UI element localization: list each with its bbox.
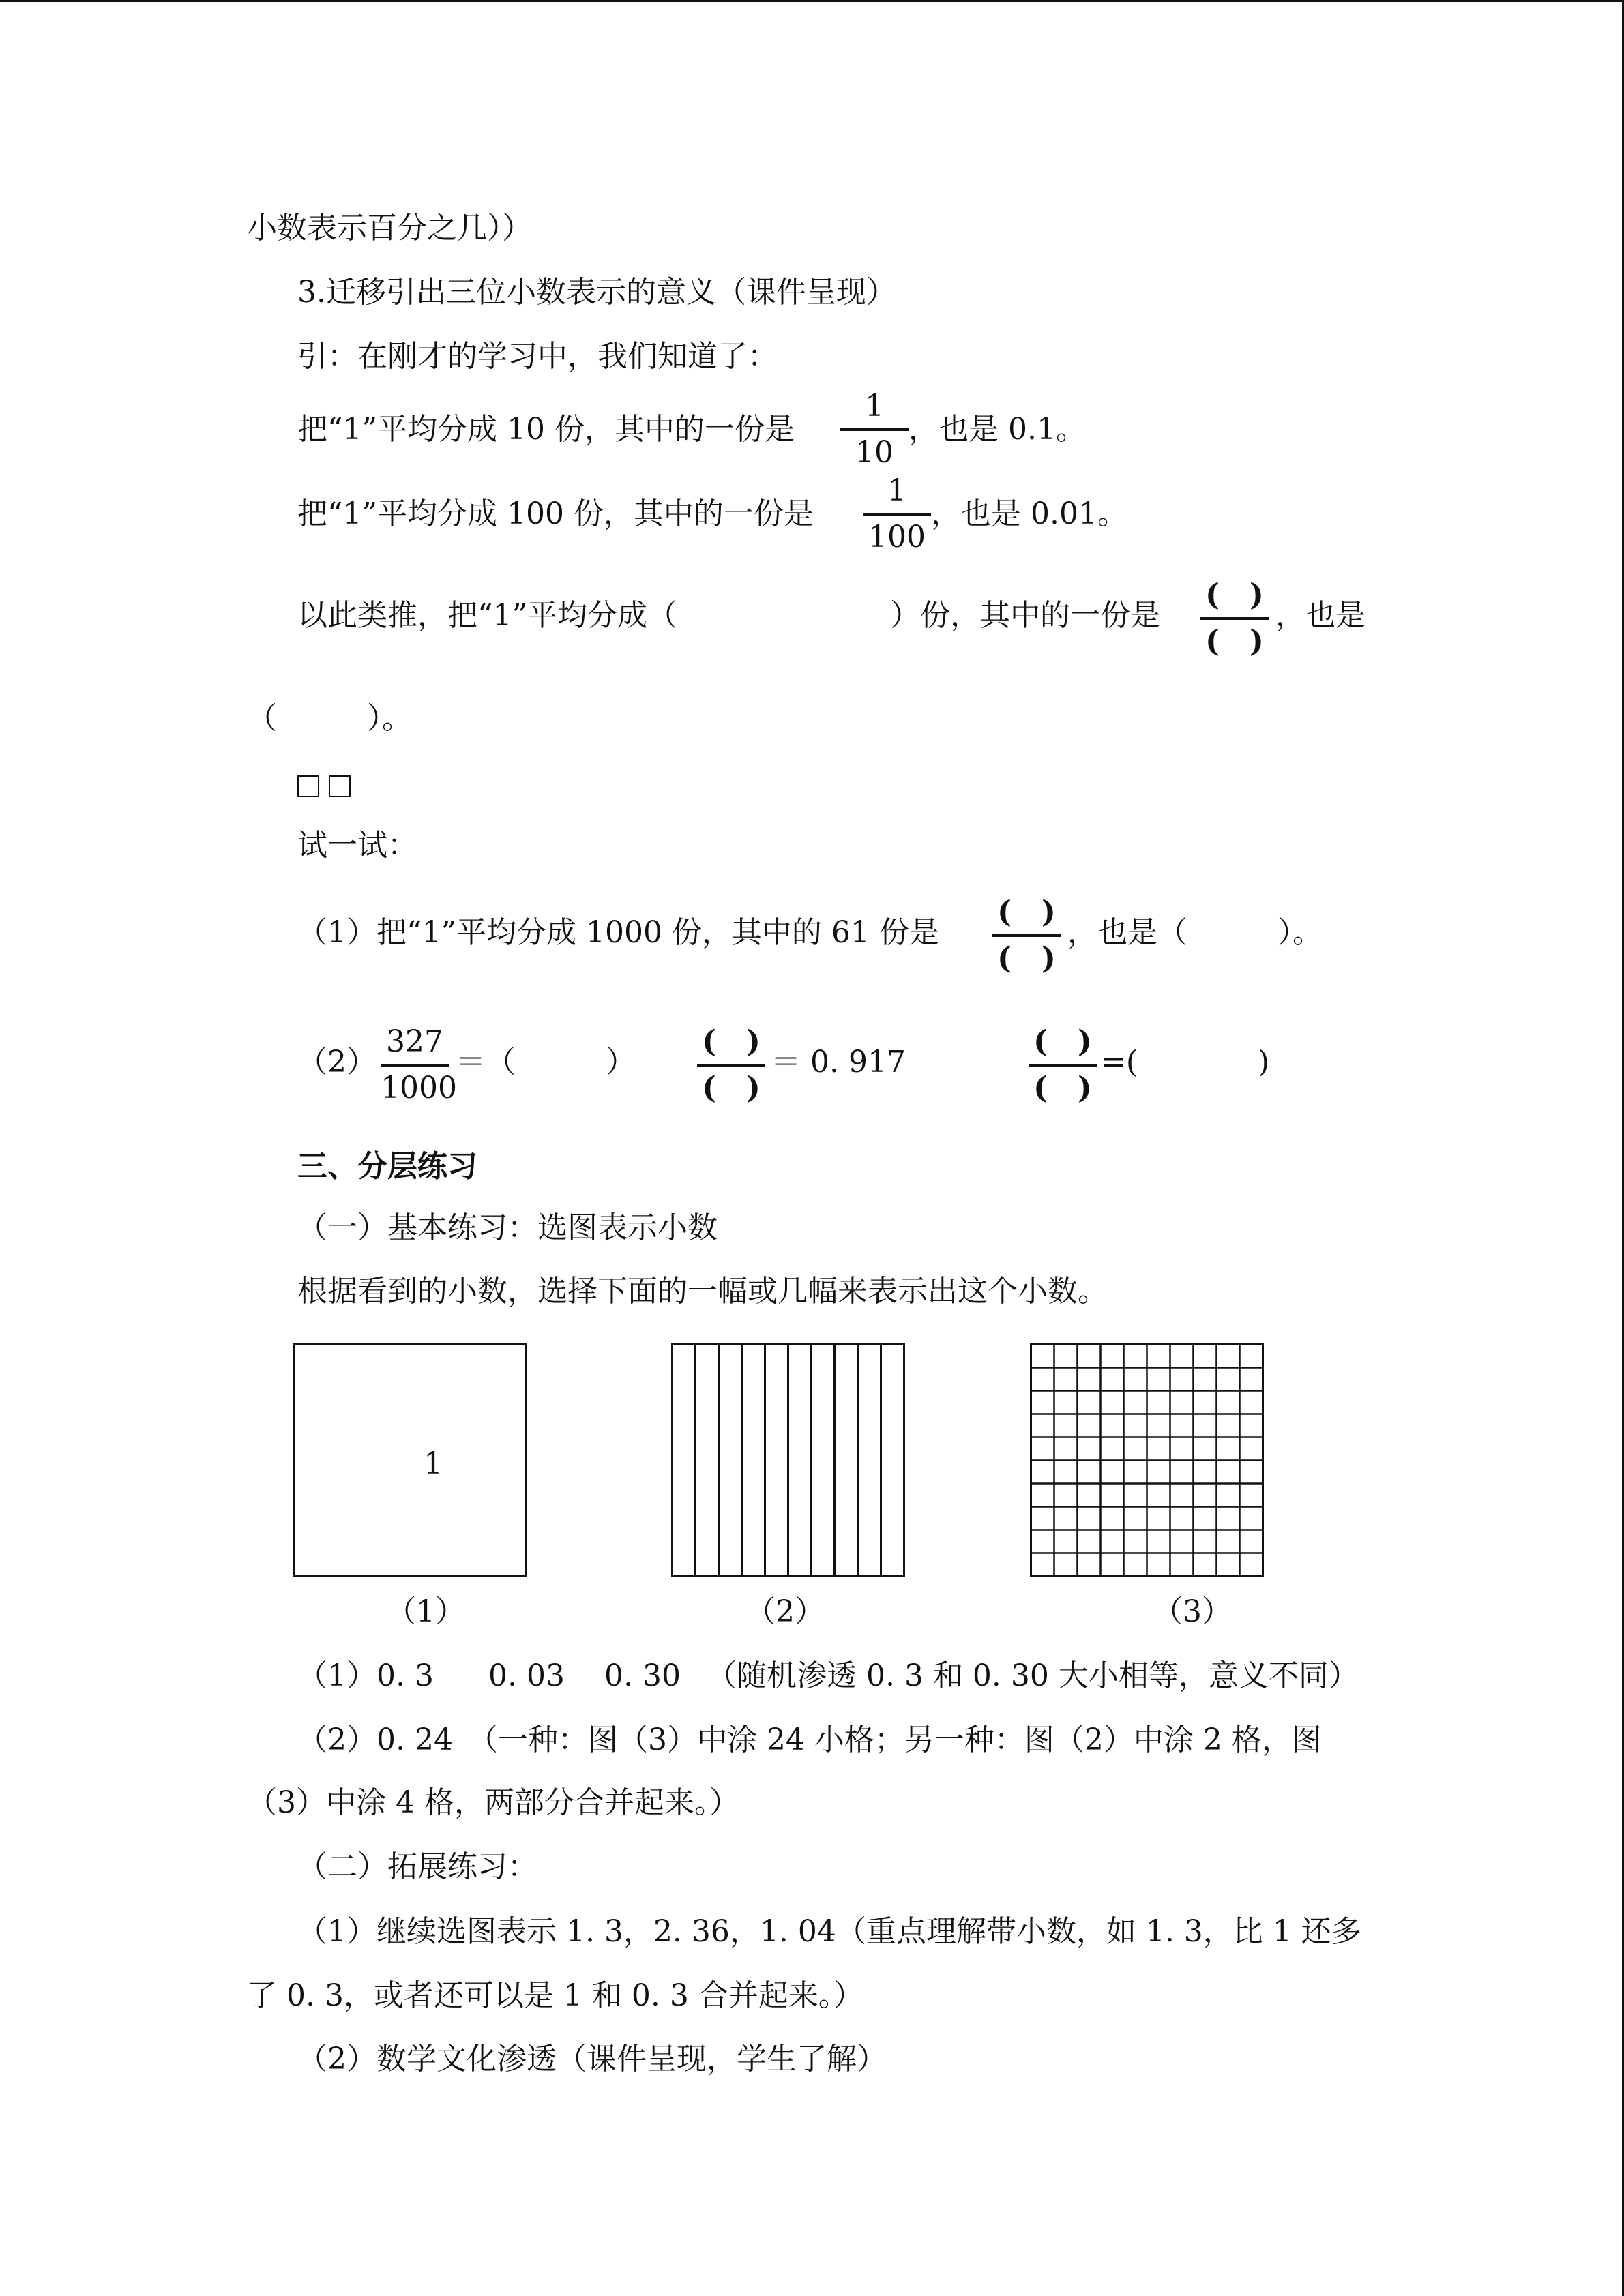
text-line: 0. 03	[488, 1658, 565, 1693]
empty-square-icon	[297, 775, 319, 797]
text-line: 把“1”平均分成 100 份，其中的一份是	[297, 496, 814, 531]
fraction-bar	[863, 513, 931, 516]
fraction-numerator: 1	[887, 473, 906, 508]
text-line: 引：在刚才的学习中，我们知道了：	[297, 339, 778, 374]
text-line: ）份，其中的一份是	[890, 598, 1160, 633]
fraction-denominator-blank: ( )	[1033, 1071, 1092, 1105]
text-line: （随机渗透 0. 3 和 0. 30 大小相等，意义不同）	[707, 1658, 1359, 1693]
text-line: （1）把“1”平均分成 1000 份，其中的 61 份是	[297, 915, 939, 950]
blank-fraction	[992, 895, 1061, 976]
section-heading: 三、分层练习	[297, 1149, 477, 1184]
text-line: 把“1”平均分成 10 份，其中的一份是	[297, 412, 795, 447]
fraction-denominator: 1000	[381, 1071, 457, 1105]
text-line: （1）继续选图表示 1. 3，2. 36，1. 04（重点理解带小数，如 1. 3，比 1 还多	[297, 1914, 1361, 1949]
fraction-numerator-blank: ( )	[1033, 1024, 1092, 1059]
figure-3-hundredths-grid	[1030, 1343, 1264, 1577]
text-line: 了 0. 3，或者还可以是 1 和 0. 3 合并起来。）	[247, 1978, 863, 2013]
fraction-bar	[697, 1064, 765, 1067]
fraction-numerator: 1	[865, 389, 884, 423]
fraction-denominator: 10	[855, 435, 894, 470]
fraction-numerator-blank: ( )	[1205, 578, 1264, 612]
fraction-1-100	[863, 473, 931, 555]
subsection-heading: （二）拓展练习：	[297, 1849, 537, 1884]
placeholder-squares	[297, 765, 360, 803]
fraction-bar	[1029, 1064, 1097, 1067]
figure-2-caption: （2）	[745, 1594, 825, 1629]
fraction-denominator-blank: ( )	[997, 941, 1056, 976]
empty-square-icon	[329, 775, 351, 797]
figure-1-caption: （1）	[386, 1594, 465, 1629]
text-line: =( )	[1101, 1045, 1270, 1079]
text-line: 根据看到的小数，选择下面的一幅或几幅来表示出这个小数。	[297, 1274, 1108, 1309]
fraction-numerator: 327	[386, 1024, 443, 1059]
fraction-327-1000	[381, 1024, 457, 1106]
text-line: ，也是 0.1。	[909, 412, 1086, 447]
blank-fraction	[697, 1024, 765, 1106]
blank-fraction	[1029, 1024, 1097, 1106]
figure-3-caption: （3）	[1153, 1594, 1232, 1629]
text-line: （ ）。	[247, 701, 412, 736]
text-line: （1）0. 3	[297, 1658, 434, 1693]
section-heading-3: 3.迁移引出三位小数表示的意义（课件呈现）	[297, 275, 896, 310]
text-line: 试一试：	[297, 828, 417, 863]
fraction-bar	[1200, 617, 1269, 620]
fraction-bar	[992, 934, 1061, 937]
text-line: 小数表示百分之几））	[247, 211, 532, 245]
text-line: 0. 30	[604, 1658, 681, 1693]
text-line: （2）数学文化渗透（课件呈现，学生了解）	[297, 2042, 887, 2076]
figure-2-tenths-square	[671, 1343, 905, 1577]
text-line: ＝ 0. 917	[771, 1045, 906, 1079]
text-line: ，也是（ ）。	[1067, 915, 1323, 950]
blank-fraction	[1200, 578, 1269, 659]
fraction-denominator-blank: ( )	[1205, 624, 1264, 659]
text-line: （2）	[297, 1045, 377, 1079]
fraction-denominator: 100	[868, 520, 926, 554]
subsection-heading: （一）基本练习：选图表示小数	[297, 1210, 718, 1245]
text-line: ，也是	[1275, 598, 1365, 633]
text-line: 以此类推，把“1”平均分成（	[297, 598, 677, 633]
fraction-bar	[381, 1064, 449, 1067]
fraction-numerator-blank: ( )	[702, 1024, 761, 1059]
figure-1-unit-square	[293, 1343, 527, 1577]
text-line: （3）中涂 4 格，两部分合并起来。）	[247, 1785, 739, 1820]
text-line: ，也是 0.01。	[931, 496, 1127, 531]
text-line: （2）0. 24 （一种：图（3）中涂 24 小格；另一种：图（2）中涂 2 格，图	[297, 1723, 1322, 1757]
fraction-denominator-blank: ( )	[702, 1071, 761, 1105]
text-line: ＝（ ）	[456, 1045, 636, 1079]
fraction-numerator-blank: ( )	[997, 895, 1056, 929]
fraction-bar	[840, 428, 909, 431]
top-border	[0, 0, 1624, 2]
fraction-1-10	[840, 389, 909, 471]
figure-1-label: 1	[424, 1446, 443, 1481]
